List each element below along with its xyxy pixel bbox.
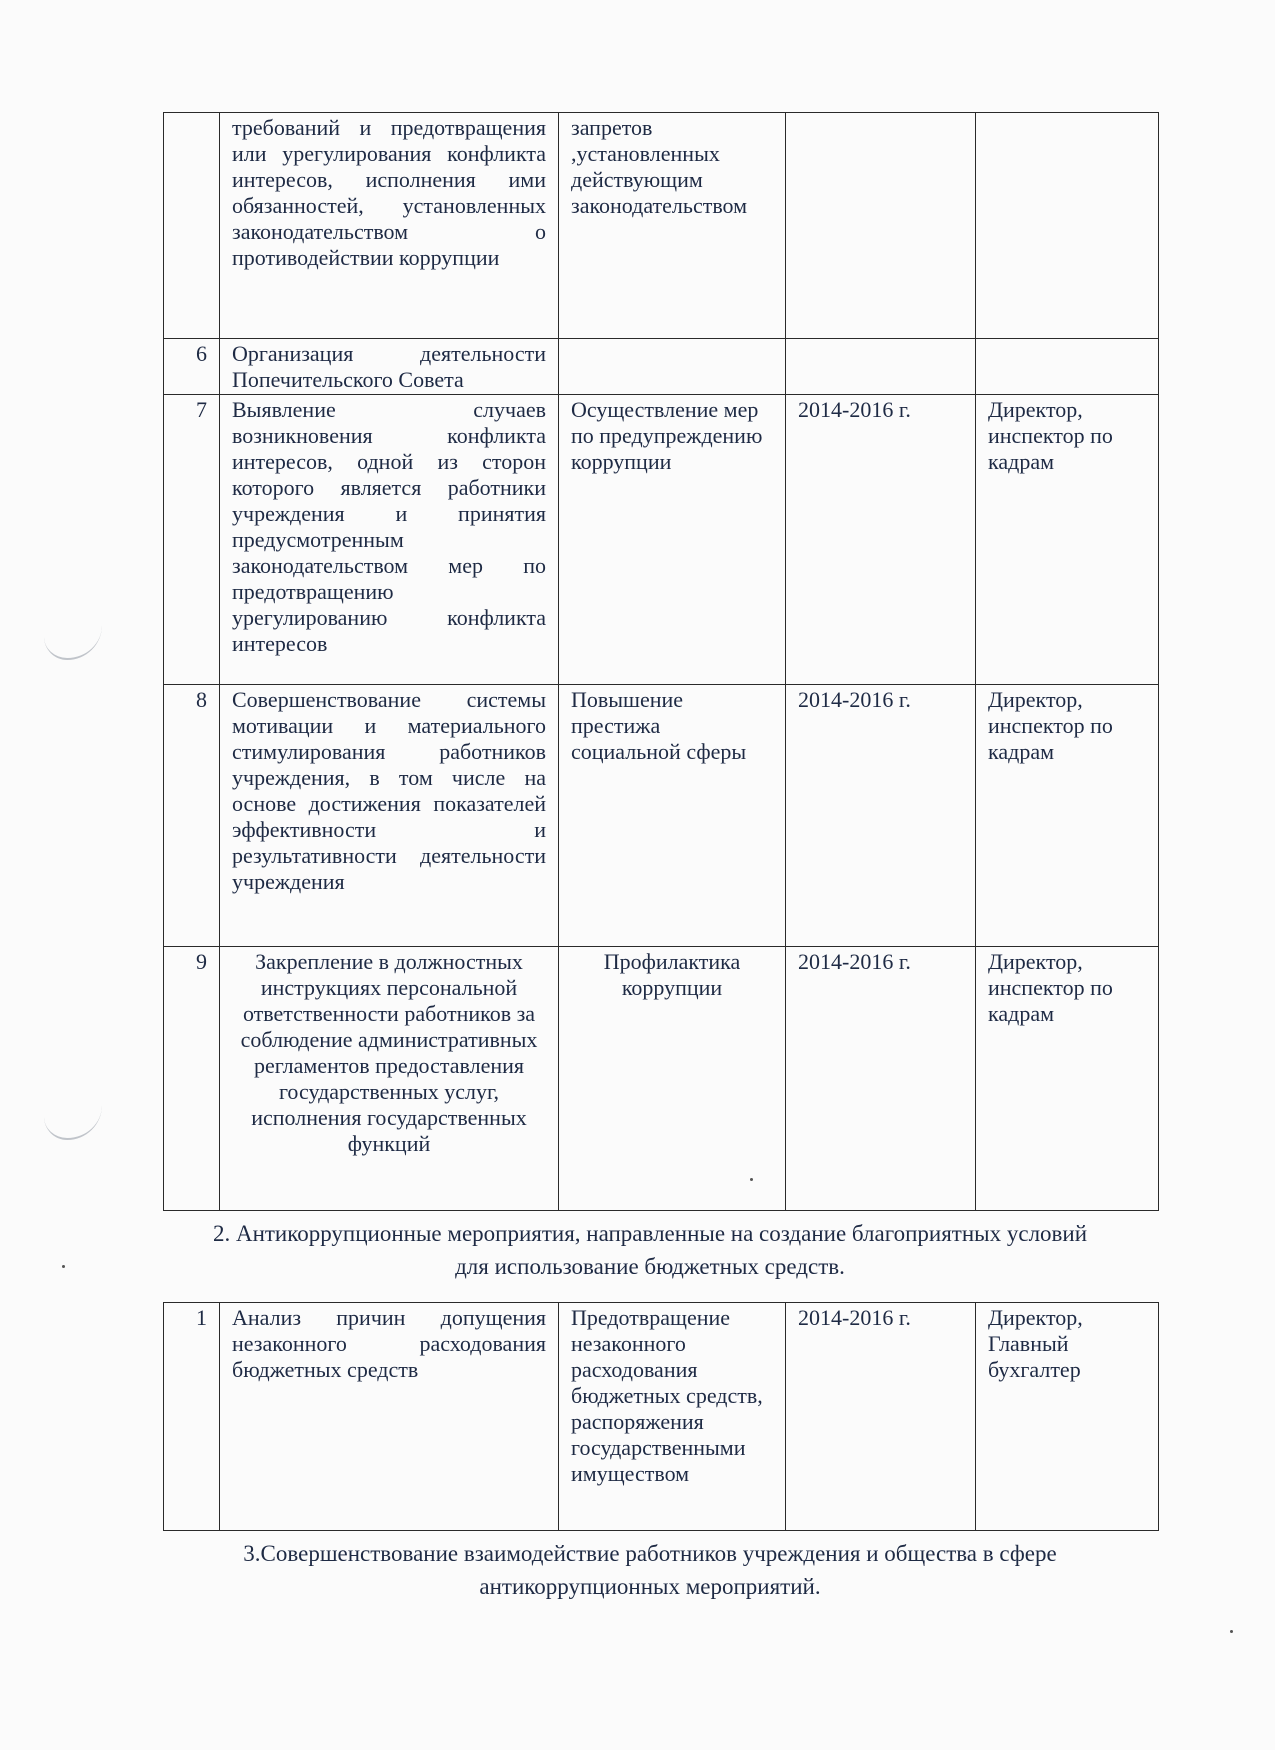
table-row (164, 947, 1159, 1211)
responsible-cell (976, 339, 1159, 395)
section-heading-line: 2. Антикоррупционные мероприятия, направленные на создание благоприятных условий (212, 1221, 1088, 1246)
period-cell (786, 339, 976, 395)
section-heading-line: для использование бюджетных средств. (455, 1254, 845, 1279)
row-number: 8 (164, 685, 220, 947)
period-cell: 2014-2016 г. (786, 685, 976, 947)
activity-cell: Выявление случаев возникновения конфликта интересов, одной из сторон которого является работники учреждения и принятия предусмотренным законодательством мер по предотвращению урегулированию конфликта интересов (220, 395, 559, 685)
responsible-cell (976, 113, 1159, 339)
anticorruption-plan-table (163, 112, 1159, 1211)
table-row (164, 395, 1159, 685)
table-row (164, 685, 1159, 947)
row-number: 7 (164, 395, 220, 685)
section-heading (150, 1537, 1150, 1603)
period-cell: 2014-2016 г. (786, 1303, 976, 1531)
goal-cell: Предотвращение незаконного расходования бюджетных средств, распоряжения государственными имуществом (559, 1303, 786, 1531)
activity-cell: Анализ причин допущения незаконного расходования бюджетных средств (220, 1303, 559, 1531)
responsible-cell: Директор, инспектор по кадрам (976, 947, 1159, 1211)
punch-hole-mark (44, 1098, 102, 1140)
goal-cell (559, 339, 786, 395)
goal-cell: запретов ,установленных действующим законодательством (559, 113, 786, 339)
row-number: 6 (164, 339, 220, 395)
goal-cell: Профилактика коррупции (559, 947, 786, 1211)
responsible-cell: Директор, Главный бухгалтер (976, 1303, 1159, 1531)
table-row (164, 1303, 1159, 1531)
section-heading-line: антикоррупционных мероприятий. (479, 1574, 821, 1599)
punch-hole-mark (44, 618, 102, 660)
scan-speck (1230, 1630, 1233, 1633)
responsible-cell: Директор, инспектор по кадрам (976, 395, 1159, 685)
period-cell (786, 113, 976, 339)
table-row (164, 339, 1159, 395)
period-cell: 2014-2016 г. (786, 947, 976, 1211)
activity-cell: требований и предотвращения или урегулирования конфликта интересов, исполнения ими обязанностей, установленных законодательством о противодействии коррупции (220, 113, 559, 339)
row-number: 9 (164, 947, 220, 1211)
section-heading (150, 1217, 1150, 1283)
row-number (164, 113, 220, 339)
section-heading-line: 3.Совершенствование взаимодействие работников учреждения и общества в сфере (243, 1541, 1057, 1566)
budget-measures-table (163, 1302, 1159, 1531)
responsible-cell: Директор, инспектор по кадрам (976, 685, 1159, 947)
activity-cell: Организация деятельности Попечительского Совета (220, 339, 559, 395)
goal-cell: Повышение престижа социальной сферы (559, 685, 786, 947)
activity-cell: Закрепление в должностных инструкциях персональной ответственности работников за соблюдение административных регламентов предоставления государственных услуг, исполнения государственных функций (220, 947, 559, 1211)
activity-cell: Совершенствование системы мотивации и материального стимулирования работников учреждения, в том числе на основе достижения показателей эффективности и результативности деятельности учреждения (220, 685, 559, 947)
row-number: 1 (164, 1303, 220, 1531)
scan-speck (62, 1265, 65, 1268)
period-cell: 2014-2016 г. (786, 395, 976, 685)
table-row (164, 113, 1159, 339)
goal-cell: Осуществление мер по предупреждению коррупции (559, 395, 786, 685)
